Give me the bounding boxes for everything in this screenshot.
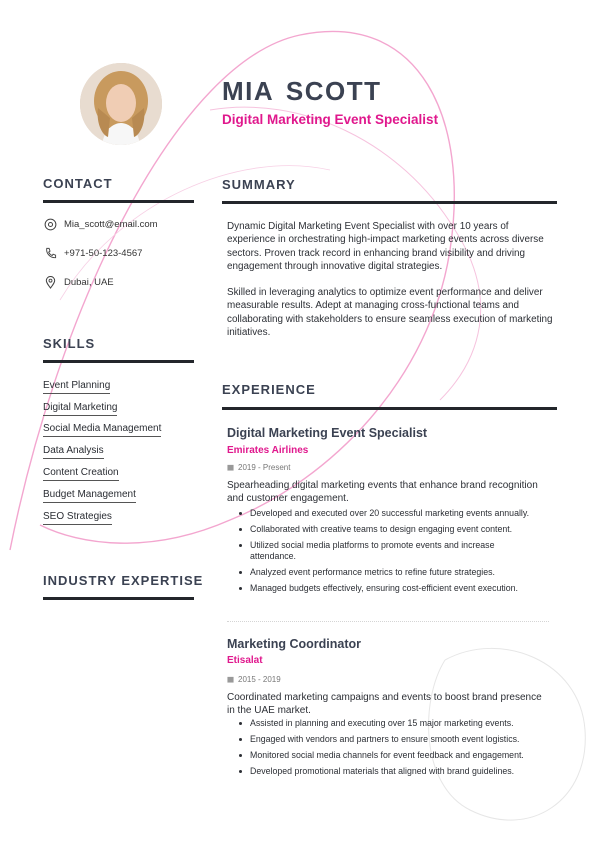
job-title: Marketing Coordinator (227, 637, 362, 651)
job-bullets (237, 718, 542, 777)
job-divider (227, 621, 549, 622)
expertise-heading: INDUSTRY EXPERTISE (43, 573, 204, 588)
summary-rule (222, 201, 557, 204)
skill-item: Event Planning (43, 380, 110, 394)
job-bullet: Utilized social media platforms to promote events and increase attendance. (237, 540, 542, 562)
calendar-icon (227, 464, 234, 471)
phone-icon (44, 247, 57, 260)
candidate-name: MIA SCOTT (222, 76, 382, 106)
skill-item: Content Creation (43, 467, 119, 481)
job-bullet: Analyzed event performance metrics to refine future strategies. (237, 567, 542, 578)
avatar-illustration (80, 63, 162, 145)
skill-item: Digital Marketing (43, 402, 117, 416)
job-title: Digital Marketing Event Specialist (227, 426, 428, 440)
job-company: Emirates Airlines (227, 445, 309, 456)
contact-location-text: Dubai, UAE (64, 277, 114, 288)
calendar-icon (227, 676, 234, 683)
summary-paragraph: Dynamic Digital Marketing Event Specialist with over 10 years of experience in orchestrating high-impact marketing events across diverse sectors. Proven track record in enhancing brand visibility and driving engagement through innovative digital strategies. (227, 221, 544, 272)
at-icon (44, 218, 57, 231)
profile-photo (80, 63, 162, 145)
job-bullet: Managed budgets effectively, ensuring cost-efficient event execution. (237, 583, 542, 594)
expertise-rule (43, 597, 194, 600)
job-description: Spearheading digital marketing events that enhance brand recognition and customer engagement. (227, 480, 538, 504)
job-bullet: Developed promotional materials that aligned with brand guidelines. (237, 766, 542, 777)
job-bullets (237, 508, 542, 594)
skill-item: Social Media Management (43, 423, 161, 437)
job-dates (227, 463, 290, 472)
summary-heading: SUMMARY (222, 177, 296, 192)
job-dates-text: 2015 - 2019 (238, 675, 281, 684)
skill-item: Budget Management (43, 489, 136, 503)
experience-rule (222, 407, 557, 410)
skill-item: SEO Strategies (43, 511, 112, 525)
job-bullet: Collaborated with creative teams to design engaging event content. (237, 524, 542, 535)
experience-heading: EXPERIENCE (222, 382, 316, 397)
job-bullet: Developed and executed over 20 successful marketing events annually. (237, 508, 542, 519)
job-bullet: Engaged with vendors and partners to ensure smooth event logistics. (237, 734, 542, 745)
job-company: Etisalat (227, 655, 263, 666)
contact-heading: CONTACT (43, 176, 113, 191)
job-bullet: Monitored social media channels for event feedback and engagement. (237, 750, 542, 761)
location-pin-icon (44, 276, 57, 289)
skills-heading: SKILLS (43, 336, 96, 351)
contact-location (44, 276, 114, 289)
skill-item: Data Analysis (43, 445, 104, 459)
contact-phone (44, 247, 142, 260)
contact-phone-text: +971-50-123-4567 (64, 248, 143, 259)
job-description: Coordinated marketing campaigns and events to boost brand presence in the UAE market. (227, 692, 542, 716)
summary-paragraph: Skilled in leveraging analytics to optimize event performance and deliver measurable results. Adept at managing cross-functional teams and collaborating with stakeholders to ensure seamless execution of marketing initiatives. (227, 287, 553, 338)
job-dates-text: 2019 - Present (238, 463, 291, 472)
contact-email-text: Mia_scott@email.com (64, 219, 158, 230)
job-dates (227, 675, 281, 684)
contact-email (44, 218, 158, 231)
job-bullet: Assisted in planning and executing over 15 major marketing events. (237, 718, 542, 729)
candidate-title: Digital Marketing Event Specialist (222, 112, 439, 127)
contact-rule (43, 200, 194, 203)
skills-rule (43, 360, 194, 363)
